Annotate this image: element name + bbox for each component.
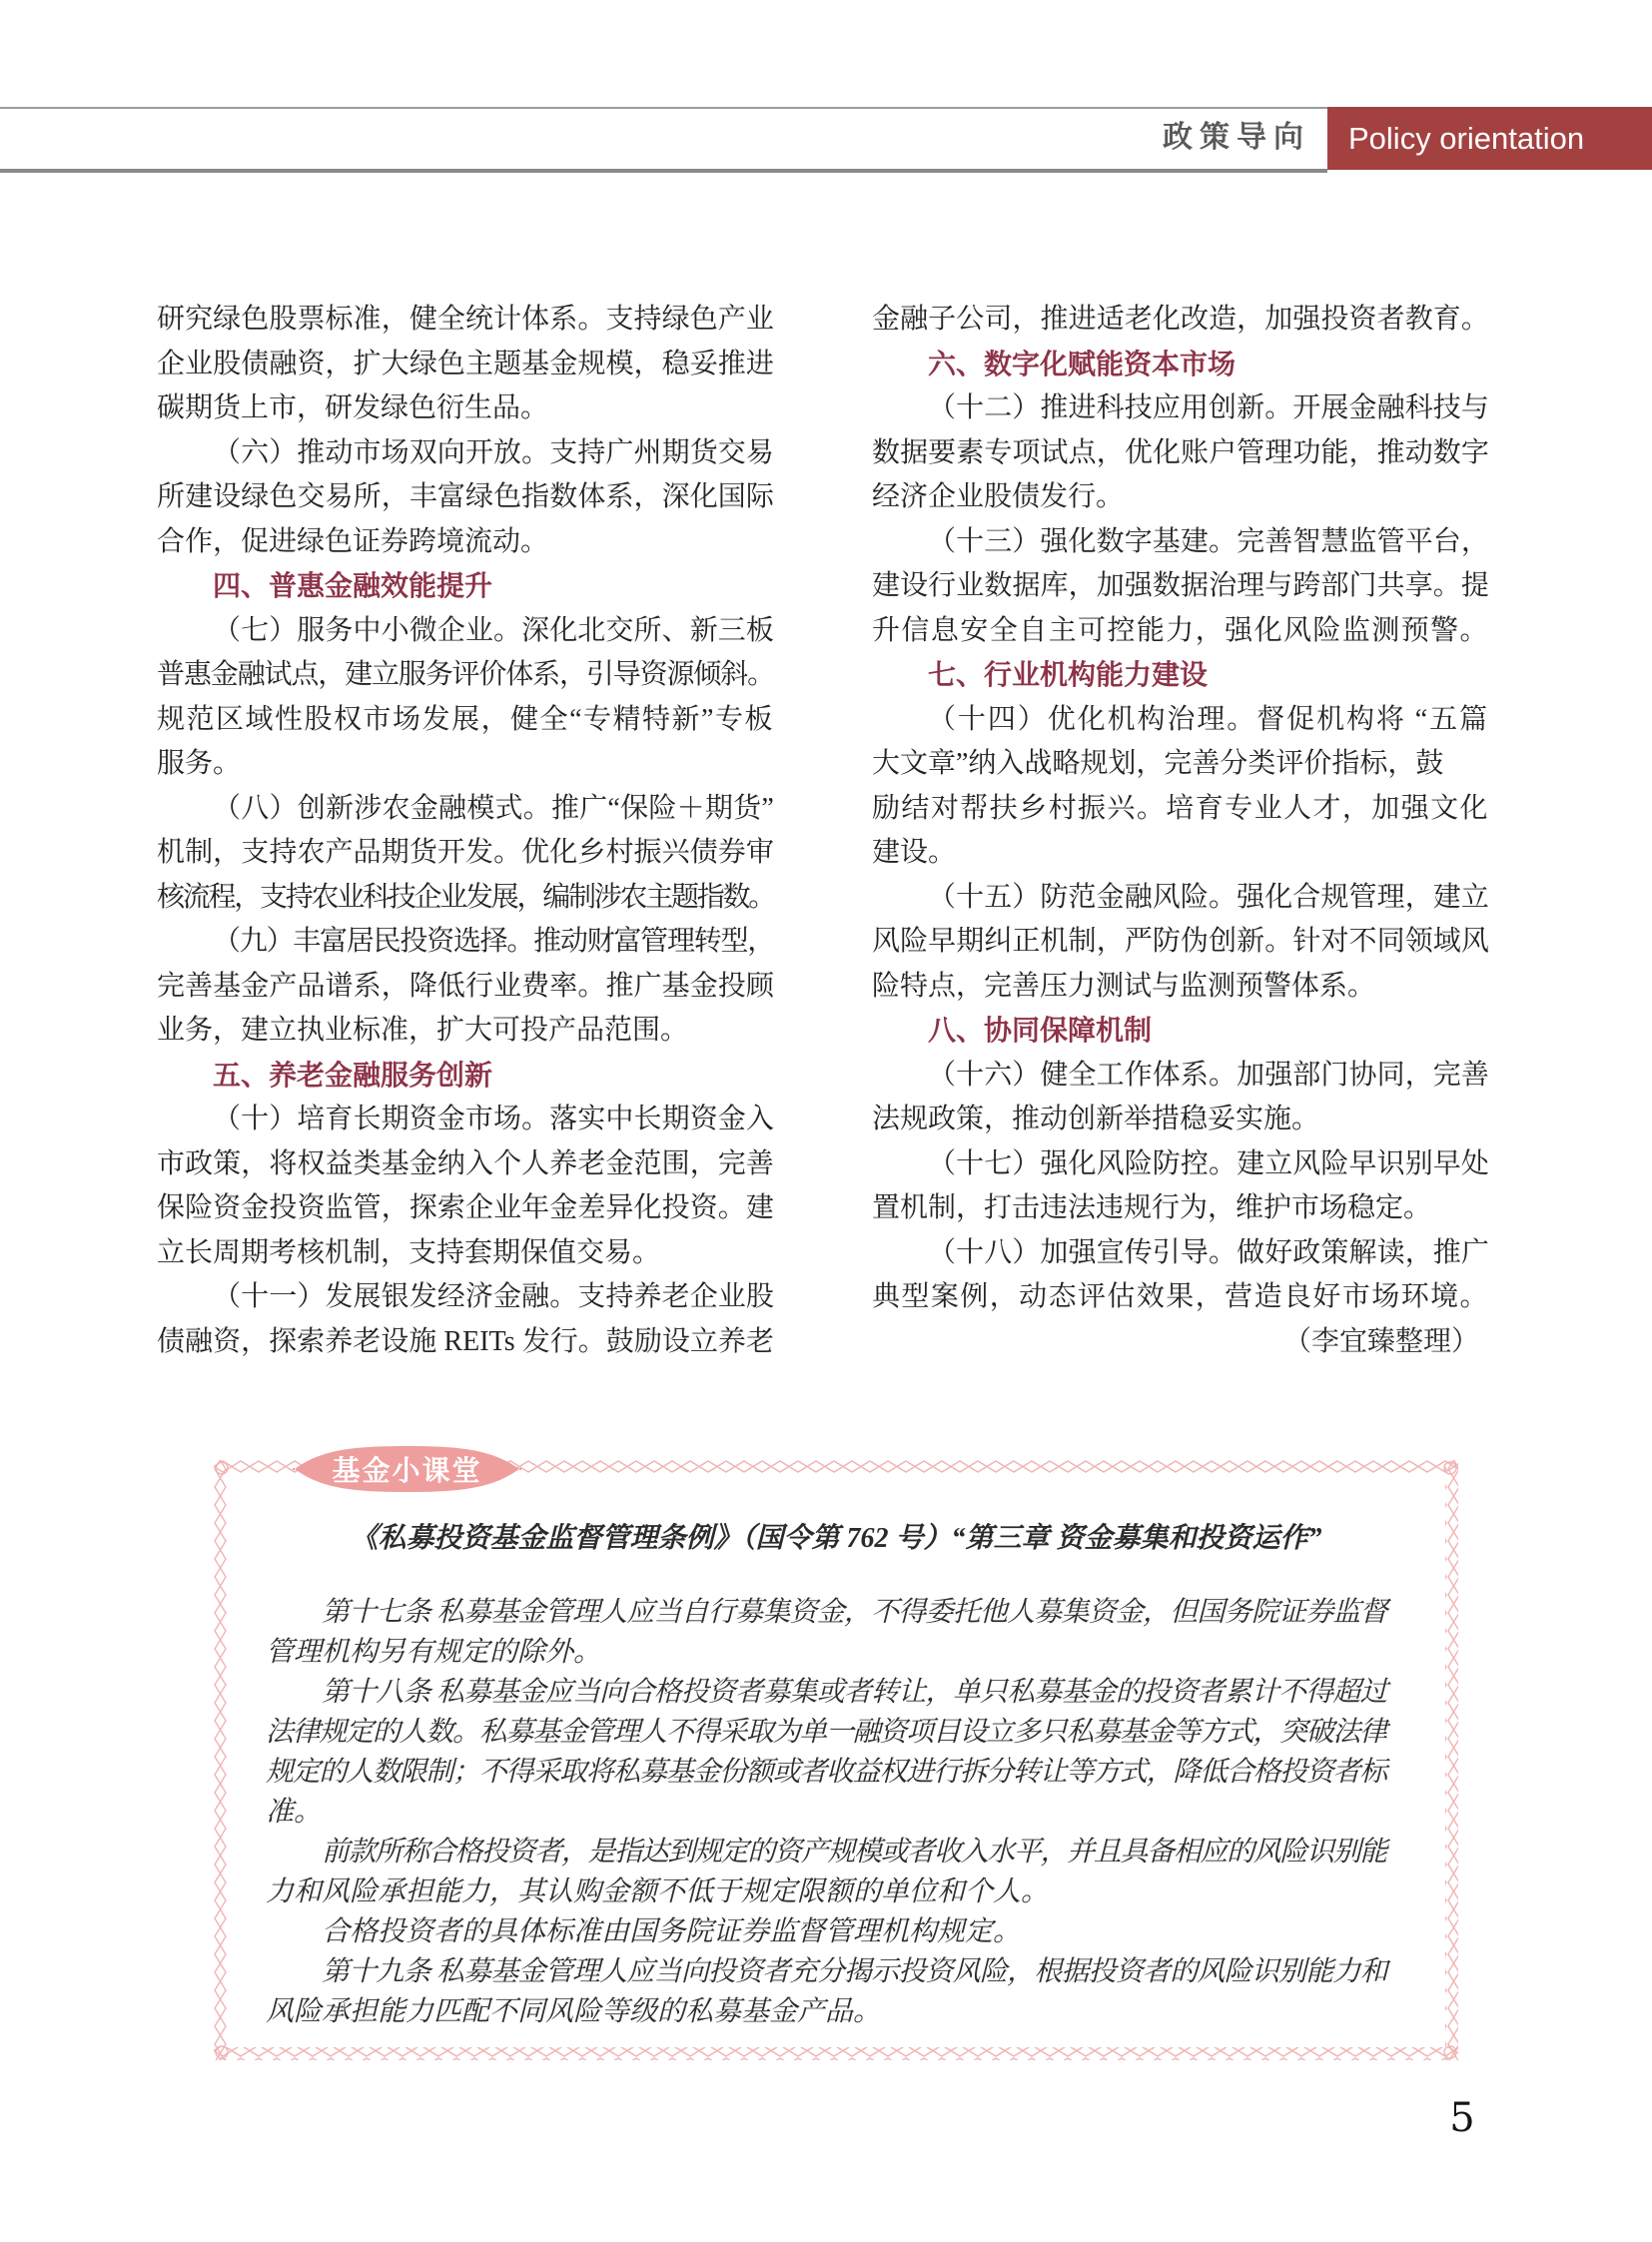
header-rule-thin xyxy=(0,107,1327,109)
text-run: （七）服务中小微企业。深化北交所、新三板 xyxy=(213,614,774,646)
text-run: 债融资，探索养老设施 REITs 发行。鼓励设立养老 xyxy=(157,1325,774,1357)
text-run: （九）丰富居民投资选择。推动财富管理转型， xyxy=(213,926,774,957)
text-line xyxy=(157,386,776,431)
text-run: 风险早期纠正机制，严防伪创新。针对不同领域风 xyxy=(872,926,1489,957)
text-line xyxy=(266,1992,1388,2032)
text-line xyxy=(872,298,1491,343)
text-line xyxy=(872,1054,1491,1099)
text-run: 大文章”纳入战略规划，完善分类评价指标，鼓 xyxy=(872,748,1444,779)
text-run: 服务。 xyxy=(157,748,242,779)
text-run: 典型案例，动态评估效果，营造良好市场环境。 xyxy=(872,1281,1489,1312)
text-line xyxy=(872,965,1491,1010)
text-run: 险特点，完善压力测试与监测预警体系。 xyxy=(872,970,1376,1002)
section-heading xyxy=(157,1054,776,1099)
column-left xyxy=(157,298,776,1364)
text-run: （六）推动市场双向开放。支持广州期货交易 xyxy=(213,436,774,468)
text-line xyxy=(872,386,1491,431)
text-run: （十三）强化数字基建。完善智慧监管平台， xyxy=(928,525,1489,557)
text-line xyxy=(872,1275,1491,1320)
text-run: 建设。 xyxy=(872,837,957,868)
text-line xyxy=(266,1753,1388,1793)
text-line xyxy=(872,1186,1491,1231)
text-line xyxy=(157,298,776,343)
text-line xyxy=(157,653,776,698)
text-run: （十七）强化风险防控。建立风险早识别早处 xyxy=(928,1147,1489,1179)
text-run: 升信息安全自主可控能力，强化风险监测预警。 xyxy=(872,614,1489,646)
text-line xyxy=(872,831,1491,876)
text-line xyxy=(157,520,776,565)
text-run: 第十八条 私募基金应当向合格投资者募集或者转让，单只私募基金的投资者累计不得超过 xyxy=(322,1677,1387,1708)
text-line xyxy=(872,742,1491,787)
text-run: 风险承担能力匹配不同风险等级的私募基金产品。 xyxy=(266,1996,882,2027)
text-line xyxy=(157,698,776,743)
text-line xyxy=(157,1275,776,1320)
text-run: 所建设绿色交易所，丰富绿色指数体系，深化国际 xyxy=(157,481,774,512)
text-run: 金融子公司，推进适老化改造，加强投资者教育。 xyxy=(872,304,1489,335)
text-line xyxy=(157,343,776,387)
text-line xyxy=(157,965,776,1010)
text-line xyxy=(266,1673,1388,1713)
text-run: 完善基金产品谱系，降低行业费率。推广基金投顾 xyxy=(157,970,774,1002)
section-label-en: Policy orientation xyxy=(1327,107,1652,170)
section-heading xyxy=(157,564,776,609)
classroom-ribbon xyxy=(293,1443,521,1495)
text-line xyxy=(266,1872,1388,1912)
text-line xyxy=(872,698,1491,743)
text-line xyxy=(872,1231,1491,1276)
text-line xyxy=(872,431,1491,476)
classroom-body xyxy=(266,1593,1388,2032)
text-run: 励结对帮扶乡村振兴。培育专业人才，加强文化 xyxy=(872,792,1489,824)
text-run: 前款所称合格投资者，是指达到规定的资产规模或者收入水平，并且具备相应的风险识别能 xyxy=(322,1837,1386,1868)
text-run: 立长周期考核机制，支持套期保值交易。 xyxy=(157,1236,661,1268)
section-heading xyxy=(872,653,1491,698)
text-run: 合格投资者的具体标准由国务院证券监督管理机构规定。 xyxy=(322,1916,1022,1947)
text-run: 五、养老金融服务创新 xyxy=(213,1059,493,1091)
text-line xyxy=(157,475,776,520)
text-line xyxy=(872,787,1491,832)
text-run: （八）创新涉农金融模式。推广“保险＋期货” xyxy=(213,792,774,824)
text-run: 核流程，支持农业科技企业发展，编制涉农主题指数。 xyxy=(157,881,774,913)
text-line xyxy=(266,1593,1388,1633)
text-line xyxy=(157,1098,776,1142)
text-line xyxy=(157,876,776,921)
text-run: 业务，建立执业标准，扩大可投产品范围。 xyxy=(157,1015,689,1046)
text-run: 经济企业股债发行。 xyxy=(872,481,1125,512)
classroom-box xyxy=(214,1460,1458,2060)
text-run: 置机制，打击违法违规行为，维护市场稳定。 xyxy=(872,1192,1432,1223)
text-line xyxy=(872,520,1491,565)
text-line xyxy=(157,1231,776,1276)
text-line xyxy=(266,1952,1388,1992)
text-line xyxy=(157,1320,776,1365)
classroom-ribbon-label: 基金小课堂 xyxy=(332,1455,482,1486)
text-run: 第十九条 私募基金管理人应当向投资者充分揭示投资风险，根据投资者的风险识别能力和 xyxy=(322,1956,1387,1987)
text-line xyxy=(266,1912,1388,1952)
text-run: 机制，支持农产品期货开发。优化乡村振兴债券审 xyxy=(157,837,774,868)
text-line xyxy=(157,742,776,787)
text-run: 建设行业数据库，加强数据治理与跨部门共享。提 xyxy=(872,570,1489,601)
text-run: 研究绿色股票标准，健全统计体系。支持绿色产业 xyxy=(157,304,774,335)
text-run: 数据要素专项试点，优化账户管理功能，推动数字 xyxy=(872,436,1489,468)
text-run: 市政策，将权益类基金纳入个人养老金范围，完善 xyxy=(157,1147,774,1179)
text-line xyxy=(157,609,776,654)
text-line xyxy=(266,1793,1388,1833)
text-line xyxy=(266,1833,1388,1872)
text-run: 碳期货上市，研发绿色衍生品。 xyxy=(157,392,549,423)
text-run: 法律规定的人数。私募基金管理人不得采取为单一融资项目设立多只私募基金等方式，突破法律 xyxy=(266,1717,1386,1748)
text-run: 管理机构另有规定的除外。 xyxy=(266,1637,602,1668)
text-run: （十一）发展银发经济金融。支持养老企业股 xyxy=(213,1281,774,1312)
text-run: （李宜臻整理） xyxy=(1282,1325,1479,1357)
text-run: （十）培育长期资金市场。落实中长期资金入 xyxy=(213,1104,774,1134)
text-run: 企业股债融资，扩大绿色主题基金规模，稳妥推进 xyxy=(157,348,774,379)
text-line xyxy=(872,1098,1491,1142)
text-run: （十二）推进科技应用创新。开展金融科技与 xyxy=(928,392,1489,423)
text-line xyxy=(872,920,1491,965)
text-run: 八、协同保障机制 xyxy=(928,1015,1153,1046)
text-line xyxy=(266,1713,1388,1753)
text-line xyxy=(157,1186,776,1231)
section-heading xyxy=(872,1009,1491,1054)
header-rule-thick xyxy=(0,169,1327,173)
text-run: 普惠金融试点，建立服务评价体系，引导资源倾斜。 xyxy=(157,659,774,690)
text-run: 规范区域性股权市场发展，健全“专精特新”专板 xyxy=(157,703,774,735)
text-run: 保险资金投资监管，探索企业年金差异化投资。建 xyxy=(157,1192,774,1223)
text-line xyxy=(872,876,1491,921)
text-line xyxy=(157,1009,776,1054)
text-run: （十六）健全工作体系。加强部门协同，完善 xyxy=(928,1059,1489,1091)
text-line xyxy=(872,1142,1491,1187)
text-line xyxy=(157,831,776,876)
text-line xyxy=(872,564,1491,609)
section-label-zh: 政策导向 xyxy=(1163,121,1310,154)
text-line xyxy=(157,1142,776,1187)
text-run: （十五）防范金融风险。强化合规管理，建立 xyxy=(928,881,1489,913)
text-line xyxy=(157,431,776,476)
text-run: 七、行业机构能力建设 xyxy=(928,659,1209,690)
text-run: 合作，促进绿色证券跨境流动。 xyxy=(157,525,549,557)
text-run: 准。 xyxy=(266,1797,323,1828)
text-run: 第十七条 私募基金管理人应当自行募集资金，不得委托他人募集资金，但国务院证券监督 xyxy=(322,1597,1387,1628)
text-run: 六、数字化赋能资本市场 xyxy=(928,348,1237,379)
text-line xyxy=(157,787,776,832)
text-line xyxy=(157,920,776,965)
text-run: （十四）优化机构治理。督促机构将 “五篇 xyxy=(928,703,1489,735)
page-number: 5 xyxy=(1449,2095,1475,2141)
byline xyxy=(872,1320,1491,1365)
text-run: （十八）加强宣传引导。做好政策解读，推广 xyxy=(928,1236,1489,1268)
text-line xyxy=(872,475,1491,520)
column-right xyxy=(872,298,1491,1364)
section-heading xyxy=(872,343,1491,387)
text-run: 力和风险承担能力，其认购金额不低于规定限额的单位和个人。 xyxy=(266,1876,1050,1907)
text-run: 规定的人数限制；不得采取将私募基金份额或者收益权进行拆分转让等方式，降低合格投资者标 xyxy=(266,1757,1386,1788)
classroom-title: 《私募投资基金监督管理条例》（国令第 762 号）“第三章 资金募集和投资运作” xyxy=(350,1523,1322,1554)
text-run: 法规政策，推动创新举措稳妥实施。 xyxy=(872,1104,1320,1134)
text-run: 四、普惠金融效能提升 xyxy=(213,570,493,601)
text-line xyxy=(266,1633,1388,1673)
text-line xyxy=(872,609,1491,654)
